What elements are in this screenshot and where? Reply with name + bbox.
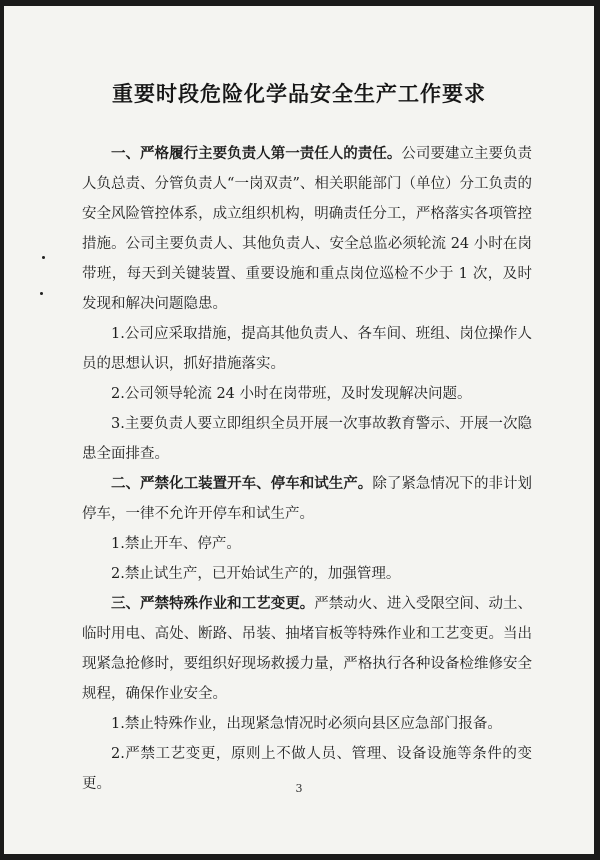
item-text: 3.主要负责人要立即组织全员开展一次事故教育警示、开展一次隐患全面排查。 [82, 416, 532, 462]
item-text: 2.严禁工艺变更，原则上不做人员、管理、设备设施等条件的变更。 [82, 746, 532, 792]
section-1-paragraph [82, 139, 532, 319]
section-1-text: 公司要建立主要负责人负总责、分管负责人“一岗双责”、相关职能部门（单位）分工负责的安全风险管控体系，成立组织机构，明确责任分工，严格落实各项管控措施。公司主要负责人、其他负责人、安全总监必须轮流 24 小时在岗带班，每天到关键装置、重要设施和重点岗位巡检不少于 1 次，及时发现和解决问题隐患。 [82, 146, 533, 312]
document-body [82, 139, 532, 799]
item-text: 1.禁止特殊作业，出现紧急情况时必须向县区应急部门报备。 [111, 716, 502, 732]
section-3-item-1 [82, 709, 532, 739]
section-2-text: 除了紧急情况下的非计划停车，一律不允许开停车和试生产。 [82, 476, 533, 522]
document-page [4, 6, 594, 854]
document-title: 重要时段危险化学品安全生产工作要求 [112, 82, 486, 106]
section-3-paragraph [82, 589, 532, 709]
page-number: 3 [295, 782, 303, 795]
item-text: 2.禁止试生产，已开始试生产的，加强管理。 [111, 566, 401, 582]
item-text: 1.禁止开车、停产。 [111, 536, 241, 552]
section-3-heading: 三、严禁特殊作业和工艺变更。 [111, 595, 315, 612]
section-2-paragraph [82, 469, 532, 529]
section-2-heading: 二、严禁化工装置开车、停车和试生产。 [111, 475, 373, 492]
section-2-item-2 [82, 559, 532, 589]
scan-speck [40, 292, 43, 295]
section-1-heading: 一、严格履行主要负责人第一责任人的责任。 [111, 145, 402, 162]
item-text: 2.公司领导轮流 24 小时在岗带班，及时发现解决问题。 [111, 386, 472, 402]
section-3-text: 严禁动火、进入受限空间、动土、临时用电、高处、断路、吊装、抽堵盲板等特殊作业和工艺变更。当出现紧急抢修时，要组织好现场救援力量，严格执行各种设备检维修安全规程，确保作业安全。 [82, 596, 532, 702]
item-text: 1.公司应采取措施，提高其他负责人、各车间、班组、岗位操作人员的思想认识，抓好措施落实。 [82, 326, 532, 372]
scan-speck [42, 256, 45, 259]
section-1-item-2 [82, 379, 532, 409]
section-1-item-1 [82, 319, 532, 379]
section-1-item-3 [82, 409, 532, 469]
section-2-item-1 [82, 529, 532, 559]
